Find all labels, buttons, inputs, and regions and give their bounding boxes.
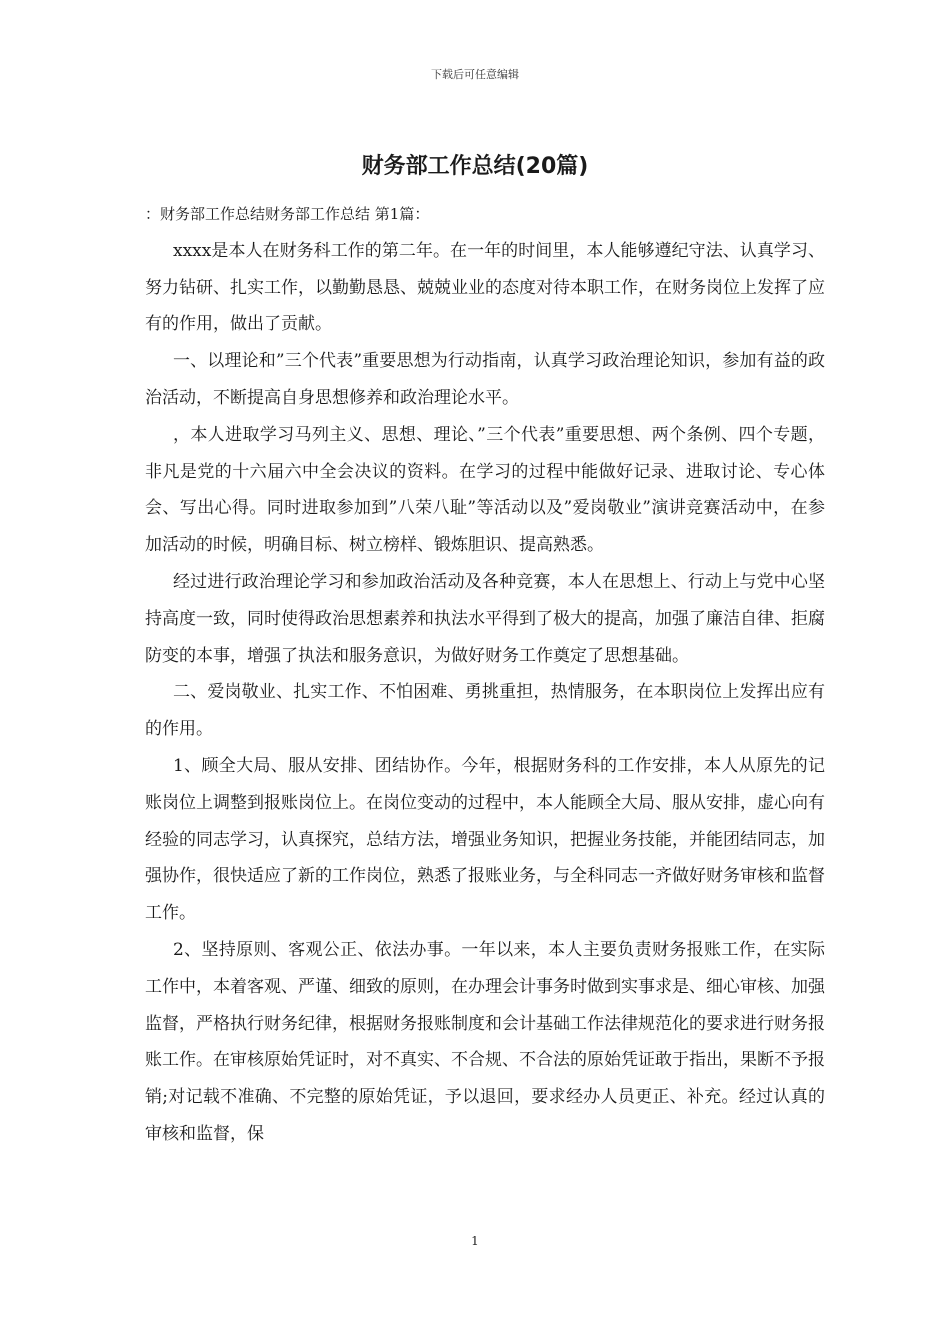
body-paragraph: xxxx是本人在财务科工作的第二年。在一年的时间里，本人能够遵纪守法、认真学习、努力钻研、扎实工作，以勤勤恳恳、兢兢业业的态度对待本职工作，在财务岗位上发挥了应有的作用，做出了贡献。	[145, 240, 825, 335]
body-paragraph: 一、以理论和”三个代表”重要思想为行动指南，认真学习政治理论知识，参加有益的政治活动，不断提高自身思想修养和政治理论水平。	[145, 351, 825, 408]
body-paragraph: 经过进行政治理论学习和参加政治活动及各种竞赛，本人在思想上、行动上与党中心坚持高度一致，同时使得政治思想素养和执法水平得到了极大的提高，加强了廉洁自律、拒腐防变的本事，增强了执法和服务意识，为做好财务工作奠定了思想基础。	[145, 571, 825, 666]
body-paragraph: ，本人进取学习马列主义、思想、理论、”三个代表”重要思想、两个条例、四个专题，非凡是党的十六届六中全会决议的资料。在学习的过程中能做好记录、进取讨论、专心体会、写出心得。同时进取参加到”八荣八耻”等活动以及”爱岗敬业”演讲竞赛活动中，在参加活动的时候，明确目标、树立榜样、锻炼胆识、提高熟悉。	[145, 424, 825, 556]
page-header-note: 下载后可任意编辑	[431, 68, 519, 81]
body-paragraph: 1、顾全大局、服从安排、团结协作。今年，根据财务科的工作安排，本人从原先的记账岗位上调整到报账岗位上。在岗位变动的过程中，本人能顾全大局、服从安排，虚心向有经验的同志学习，认真探究，总结方法，增强业务知识，把握业务技能，并能团结同志，加强协作，很快适应了新的工作岗位，熟悉了报账业务，与全科同志一齐做好财务审核和监督工作。	[145, 755, 825, 924]
document-body	[145, 196, 825, 1153]
body-paragraph: 二、爱岗敬业、扎实工作、不怕困难、勇挑重担，热情服务，在本职岗位上发挥出应有的作用。	[145, 682, 825, 740]
body-paragraph: 2、坚持原则、客观公正、依法办事。一年以来，本人主要负责财务报账工作，在实际工作中，本着客观、严谨、细致的原则，在办理会计事务时做到实事求是、细心审核、加强监督，严格执行财务纪律，根据财务报账制度和会计基础工作法律规范化的要求进行财务报账工作。在审核原始凭证时，对不真实、不合规、不合法的原始凭证敢于指出，果断不予报销;对记载不准确、不完整的原始凭证，予以退回，要求经办人员更正、补充。经过认真的审核和监督，保	[145, 939, 825, 1144]
section-subheading: ：财务部工作总结财务部工作总结 第1篇：	[145, 205, 430, 223]
document-title: 财务部工作总结(20篇)	[361, 154, 589, 179]
page-number: 1	[471, 1234, 479, 1248]
